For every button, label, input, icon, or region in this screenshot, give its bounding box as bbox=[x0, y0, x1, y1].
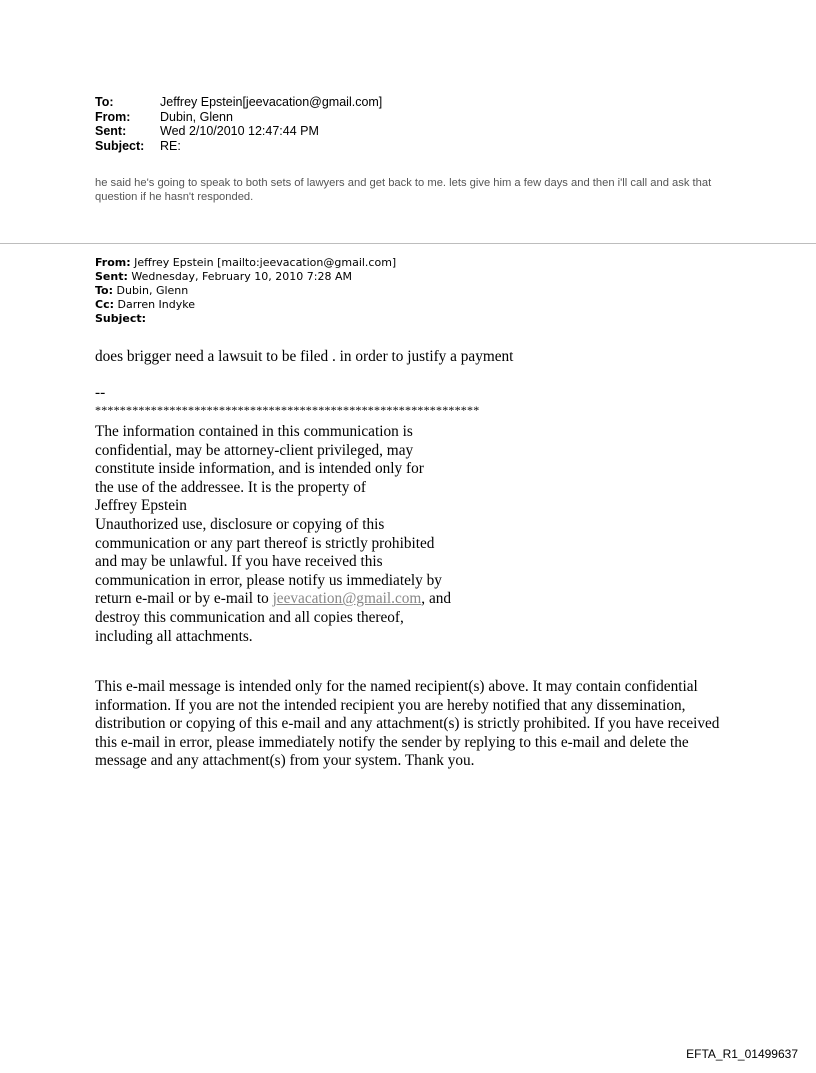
subject-label: Subject: bbox=[95, 138, 145, 153]
conf-line: communication or any part thereof is strictly prohibited bbox=[95, 534, 435, 552]
conf-line: Jeffrey Epstein bbox=[95, 497, 187, 515]
conf-line: The information contained in this communication is bbox=[95, 423, 413, 440]
quoted-to-row bbox=[95, 284, 396, 298]
subject-value: RE: bbox=[160, 138, 181, 153]
conf-line: confidential, may be attorney-client privileged, may bbox=[95, 441, 414, 459]
from-label: From: bbox=[95, 109, 131, 124]
sent-value: Wed 2/10/2010 12:47:44 PM bbox=[160, 124, 319, 138]
sent-label: Sent: bbox=[95, 124, 127, 138]
quoted-cc-value: Darren Indyke bbox=[117, 298, 196, 311]
conf-line: destroy this communication and all copies thereof, bbox=[95, 608, 404, 626]
quoted-header bbox=[95, 256, 396, 326]
quoted-cc-label: Cc: bbox=[95, 298, 114, 311]
quoted-to-label: To: bbox=[95, 284, 113, 297]
conf-line: constitute inside information, and is intended only for bbox=[95, 460, 424, 478]
quoted-subject-label: Subject: bbox=[95, 312, 147, 325]
from-value: Dubin, Glenn bbox=[160, 109, 233, 124]
quoted-from-label: From: bbox=[95, 256, 131, 269]
signature-stars: ************************************************************** bbox=[95, 402, 480, 417]
email-header bbox=[95, 95, 382, 153]
email-link[interactable]: jeevacation@gmail.com bbox=[272, 590, 422, 608]
quoted-from-value: Jeffrey Epstein [mailto:jeevacation@gmail.com] bbox=[134, 256, 397, 269]
to-value: Jeffrey Epstein[jeevacation@gmail.com] bbox=[160, 95, 383, 109]
header-subject-row bbox=[95, 139, 382, 154]
header-sent-row bbox=[95, 124, 382, 139]
quoted-sent-label: Sent: bbox=[95, 270, 128, 283]
conf-line-10-pre: return e-mail or by e-mail to bbox=[95, 590, 273, 608]
quoted-to-value: Dubin, Glenn bbox=[116, 284, 189, 297]
quoted-sent-value: Wednesday, February 10, 2010 7:28 AM bbox=[131, 270, 352, 283]
separator-rule bbox=[0, 243, 816, 244]
signature-dashes: -- bbox=[95, 384, 106, 401]
disclaimer-paragraph: This e-mail message is intended only for the named recipient(s) above. It may contain confidential information. If you are not the intended recipient you are hereby notified that any dissemination, distribution or copying of this e-mail and any attachment(s) is strictly prohibited. If you have received this e-mail in error, please immediately notify the sender by replying to this e-mail and delete the message and any attachment(s) from your system. Thank you. bbox=[95, 678, 720, 770]
quoted-cc-row bbox=[95, 298, 396, 312]
conf-line: communication in error, please notify us immediately by bbox=[95, 571, 442, 589]
quoted-subject-row bbox=[95, 312, 396, 326]
conf-line: including all attachments. bbox=[95, 627, 253, 645]
signature-block bbox=[95, 384, 479, 417]
quoted-sent-row bbox=[95, 270, 396, 284]
conf-line: Unauthorized use, disclosure or copying of this bbox=[95, 515, 385, 533]
to-label: To: bbox=[95, 95, 114, 109]
conf-line-10-post: , and bbox=[421, 590, 452, 608]
quoted-from-row bbox=[95, 256, 396, 270]
conf-line: the use of the addressee. It is the property of bbox=[95, 478, 367, 496]
conf-line: and may be unlawful. If you have received this bbox=[95, 553, 383, 571]
message-body: does brigger need a lawsuit to be filed . in order to justify a payment bbox=[95, 348, 514, 365]
reply-body: he said he's going to speak to both sets of lawyers and get back to me. lets give him a few days and then i'll call and ask that question if he hasn't responded. bbox=[95, 177, 712, 203]
confidentiality-notice bbox=[95, 423, 475, 646]
header-from-row bbox=[95, 110, 382, 125]
header-to-row bbox=[95, 95, 382, 110]
conf-line-with-link bbox=[95, 590, 475, 609]
document-id: EFTA_R1_01499637 bbox=[686, 1047, 798, 1061]
